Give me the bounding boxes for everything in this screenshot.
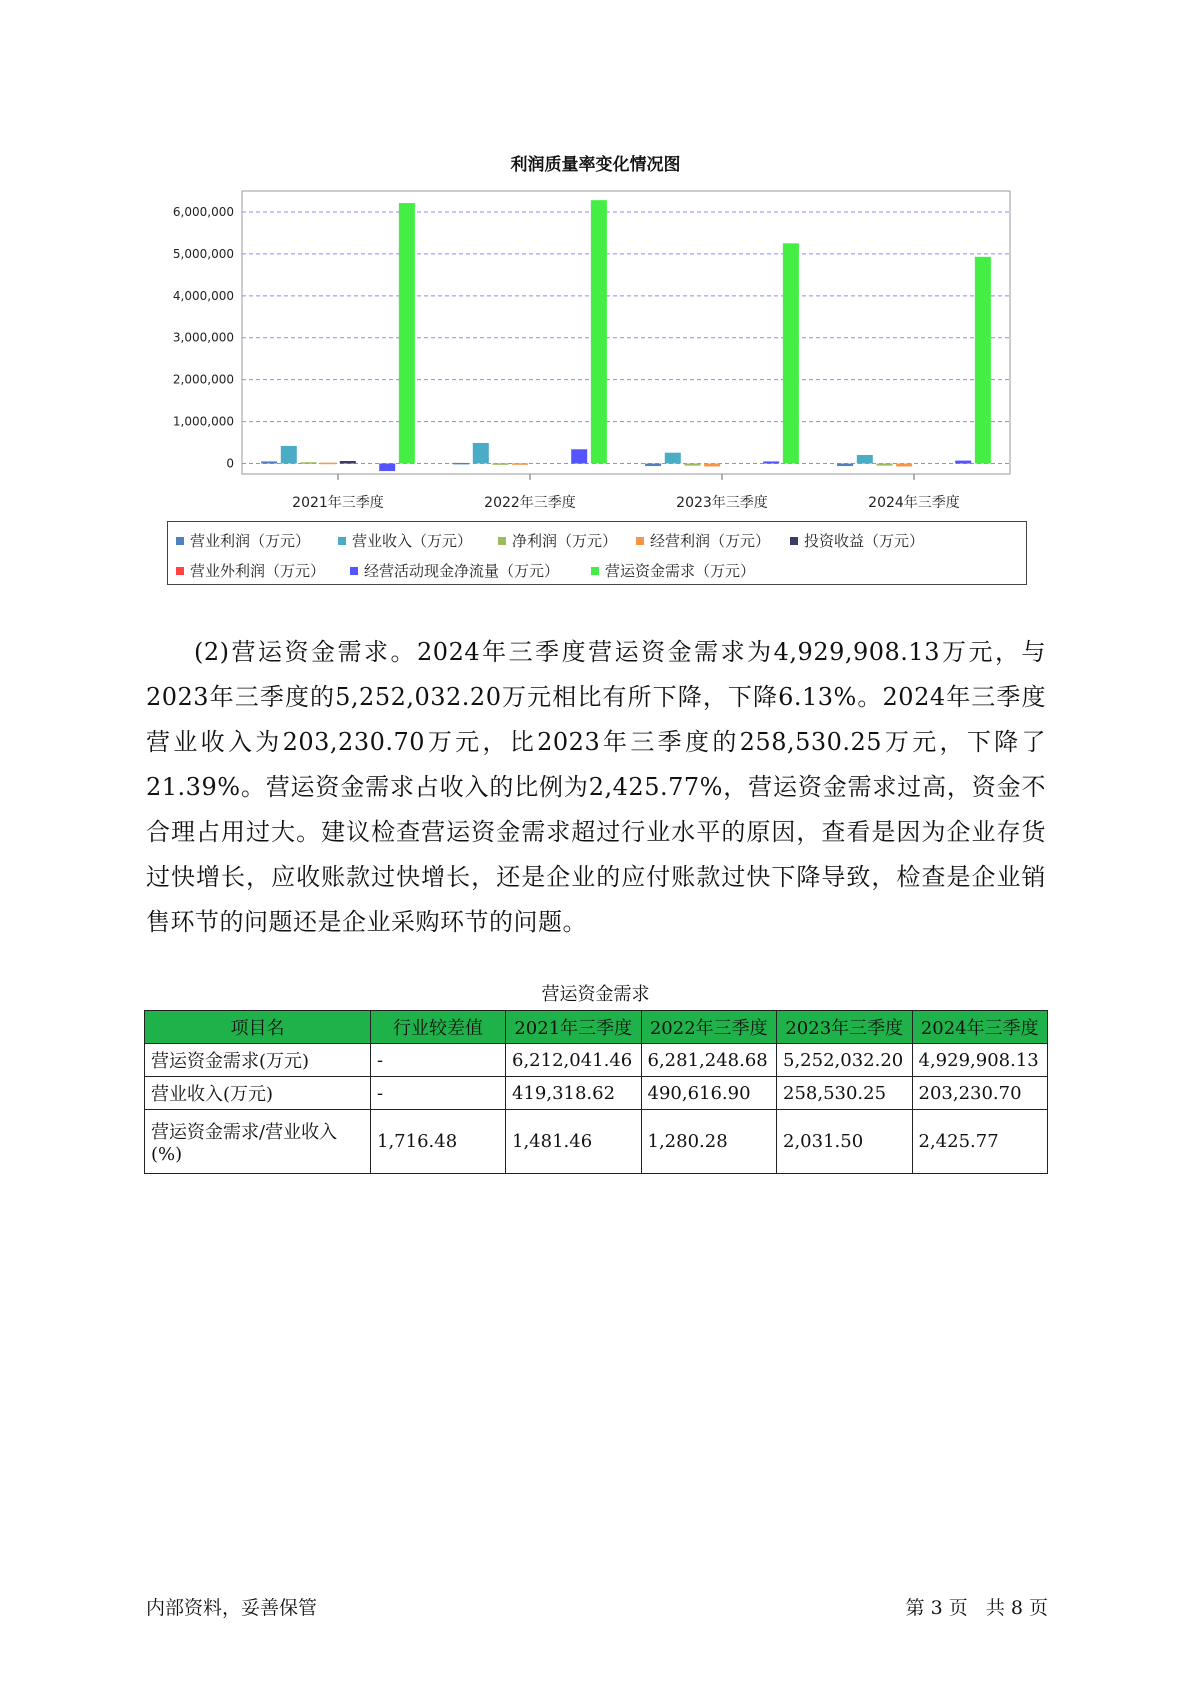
table-cell: 营运资金需求/营业收入(%) (145, 1110, 371, 1174)
bar (453, 463, 469, 465)
legend-label: 净利润（万元） (512, 532, 618, 550)
header-cell: 2023年三季度 (777, 1011, 913, 1044)
bar (473, 443, 489, 464)
bar (340, 461, 356, 464)
y-tick-label: 5,000,000 (172, 246, 234, 261)
analysis-text (146, 630, 1046, 945)
legend-item (636, 530, 770, 551)
x-tick-label: 2024年三季度 (868, 495, 960, 511)
bar (379, 464, 395, 472)
table-cell: - (371, 1044, 506, 1077)
table-cell: 2,425.77 (912, 1110, 1048, 1174)
bar (571, 449, 587, 463)
legend-item (176, 560, 325, 581)
legend-label: 投资收益（万元） (804, 532, 925, 550)
legend-label: 经营活动现金净流量（万元） (364, 562, 560, 580)
x-tick-label: 2022年三季度 (484, 495, 576, 511)
legend-label: 经营利润（万元） (650, 532, 771, 550)
header-cell: 2021年三季度 (506, 1011, 642, 1044)
table-cell: 6,281,248.68 (641, 1044, 777, 1077)
header-cell: 2022年三季度 (641, 1011, 777, 1044)
bar (261, 461, 277, 463)
analysis-paragraph: (2)营运资金需求。2024年三季度营运资金需求为4,929,908.13万元，与2023年三季度的5,252,032.20万元相比有所下降，下降6.13%。2024年三季度营业收入为203,230.70万元，比2023年三季度的258,530.25万元，下降了21.39%。营运资金需求占收入的比例为2,425.77%，营运资金需求过高，资金不合理占用过大。建议检查营运资金需求超过行业水平的原因，查看是因为企业存货过快增长，应收账款过快增长，还是企业的应付账款过快下降导致，检查是企业销售环节的问题还是企业采购环节的问题。 (146, 638, 1046, 936)
x-axis-ticks (292, 474, 960, 511)
bar (857, 455, 873, 464)
bar (783, 243, 799, 463)
bar (281, 446, 297, 464)
header-cell: 项目名 (145, 1011, 371, 1044)
bar (704, 464, 720, 467)
table-caption: 营运资金需求 (541, 984, 650, 1005)
bar (399, 203, 415, 463)
table-cell: 6,212,041.46 (506, 1044, 642, 1077)
legend-swatch (591, 567, 599, 575)
bar (665, 453, 681, 464)
header-cell: 2024年三季度 (912, 1011, 1048, 1044)
table-row (145, 1077, 1048, 1110)
table-cell: 258,530.25 (777, 1077, 913, 1110)
y-tick-label: 4,000,000 (172, 288, 234, 303)
table-row (145, 1044, 1048, 1077)
legend-label: 营业外利润（万元） (190, 562, 326, 580)
y-tick-label: 3,000,000 (172, 330, 234, 345)
table-header-row (145, 1011, 1048, 1044)
legend-swatch (338, 537, 346, 545)
bar (492, 463, 508, 465)
header-cell: 行业较差值 (371, 1011, 506, 1044)
bar (320, 463, 336, 465)
bar-chart (0, 0, 1191, 520)
table-row (145, 1110, 1048, 1174)
table-cell: 营运资金需求(万元) (145, 1044, 371, 1077)
legend-item (176, 530, 310, 551)
legend-swatch (350, 567, 358, 575)
legend-item (338, 530, 472, 551)
legend-item (498, 530, 617, 551)
legend-label: 营业收入（万元） (352, 532, 473, 550)
legend-swatch (176, 567, 184, 575)
legend-item (790, 530, 924, 551)
bar (975, 257, 991, 464)
bar (876, 464, 892, 466)
table-cell: 1,280.28 (641, 1110, 777, 1174)
bar (896, 464, 912, 467)
bar (955, 461, 971, 464)
legend-label: 营业利润（万元） (190, 532, 311, 550)
table-cell: 5,252,032.20 (777, 1044, 913, 1077)
bar (684, 464, 700, 466)
legend-item (591, 560, 755, 581)
table-cell: 203,230.70 (912, 1077, 1048, 1110)
legend-swatch (790, 537, 798, 545)
legend-swatch (176, 537, 184, 545)
x-tick-label: 2023年三季度 (676, 495, 768, 511)
bar (837, 464, 853, 467)
table-cell: 1,716.48 (371, 1110, 506, 1174)
plot-area (242, 191, 1010, 474)
y-tick-label: 6,000,000 (172, 204, 234, 219)
table-cell: 1,481.46 (506, 1110, 642, 1174)
chart-title: 利润质量率变化情况图 (510, 155, 681, 175)
bar (763, 461, 779, 463)
x-tick-label: 2021年三季度 (292, 495, 384, 511)
page-number: 第 3 页 共 8 页 (905, 1597, 1048, 1619)
y-axis-ticks (173, 205, 234, 471)
bar (591, 200, 607, 463)
footer-note: 内部资料，妥善保管 (146, 1597, 318, 1619)
table-cell: 2,031.50 (777, 1110, 913, 1174)
table-cell: 419,318.62 (506, 1077, 642, 1110)
legend-item (350, 560, 559, 581)
bar (300, 462, 316, 464)
bar (512, 463, 528, 465)
table-cell: 490,616.90 (641, 1077, 777, 1110)
y-tick-label: 2,000,000 (172, 372, 234, 387)
y-tick-label: 1,000,000 (172, 414, 234, 429)
data-table (144, 1010, 1048, 1174)
table-cell: 营业收入(万元) (145, 1077, 371, 1110)
legend-swatch (636, 537, 644, 545)
y-tick-label: 0 (226, 456, 234, 471)
table-cell: - (371, 1077, 506, 1110)
table-cell: 4,929,908.13 (912, 1044, 1048, 1077)
chart-legend (167, 521, 1027, 585)
legend-swatch (498, 537, 506, 545)
bar (645, 464, 661, 467)
legend-label: 营运资金需求（万元） (605, 562, 756, 580)
